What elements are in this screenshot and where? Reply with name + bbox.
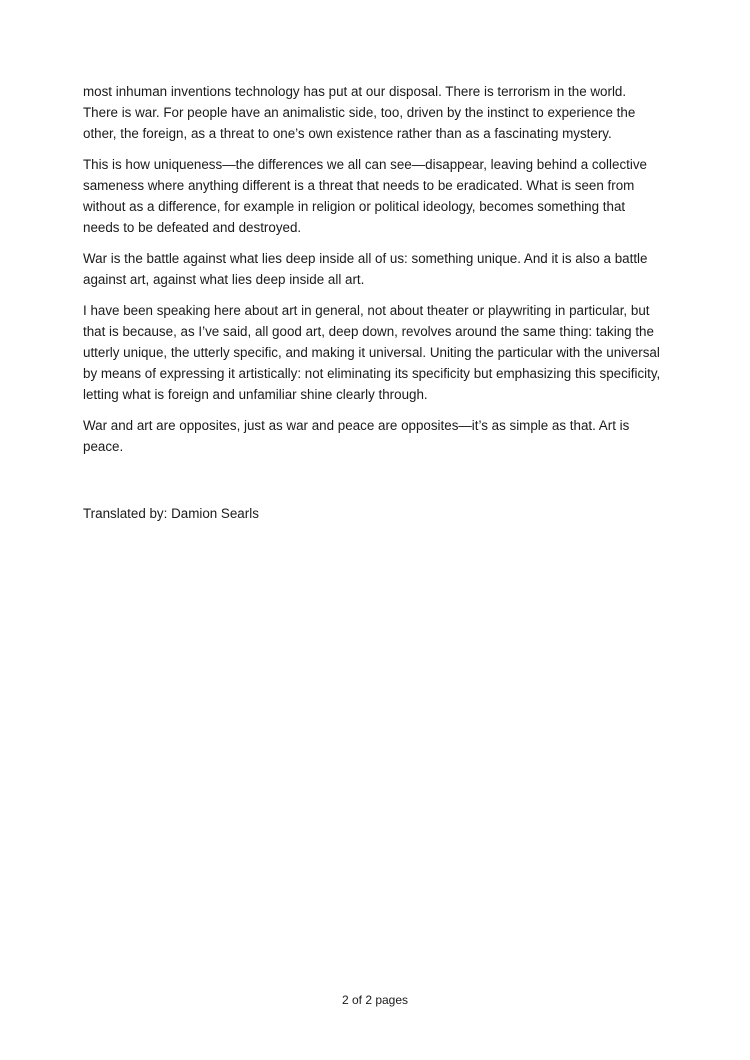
paragraph-1: most inhuman inventions technology has put at our disposal. There is terrorism in the world. There is war. For people have an animalistic side, too, driven by the instinct to experience the other, the foreign, as a threat to one’s own existence rather than as a fascinating mystery. xyxy=(83,84,636,141)
paragraph-4: I have been speaking here about art in general, not about theater or playwriting in particular, but that is because, as I’ve said, all good art, deep down, revolves around the same thing: taking the utterly unique, the utterly specific, and making it universal. Uniting the particular with the universal by means of expressing it artistically: not eliminating its specificity but emphasizing this specificity, letting what is foreign and unfamiliar shine clearly through. xyxy=(83,303,661,402)
paragraph-3: War is the battle against what lies deep inside all of us: something unique. And it is also a battle against art, against what lies deep inside all art. xyxy=(83,251,648,287)
paragraph-2: This is how uniqueness—the differences we all can see—disappear, leaving behind a collective sameness where anything different is a threat that needs to be eradicated. What is seen from without as a difference, for example in religion or political ideology, becomes something that needs to be defeated and destroyed. xyxy=(83,157,647,235)
document-body xyxy=(83,81,661,457)
page-number-footer: 2 of 2 pages xyxy=(341,993,409,1007)
translator-credit: Translated by: Damion Searls xyxy=(83,506,259,521)
paragraph-5: War and art are opposites, just as war and peace are opposites—it’s as simple as that. Art is peace. xyxy=(83,418,630,454)
